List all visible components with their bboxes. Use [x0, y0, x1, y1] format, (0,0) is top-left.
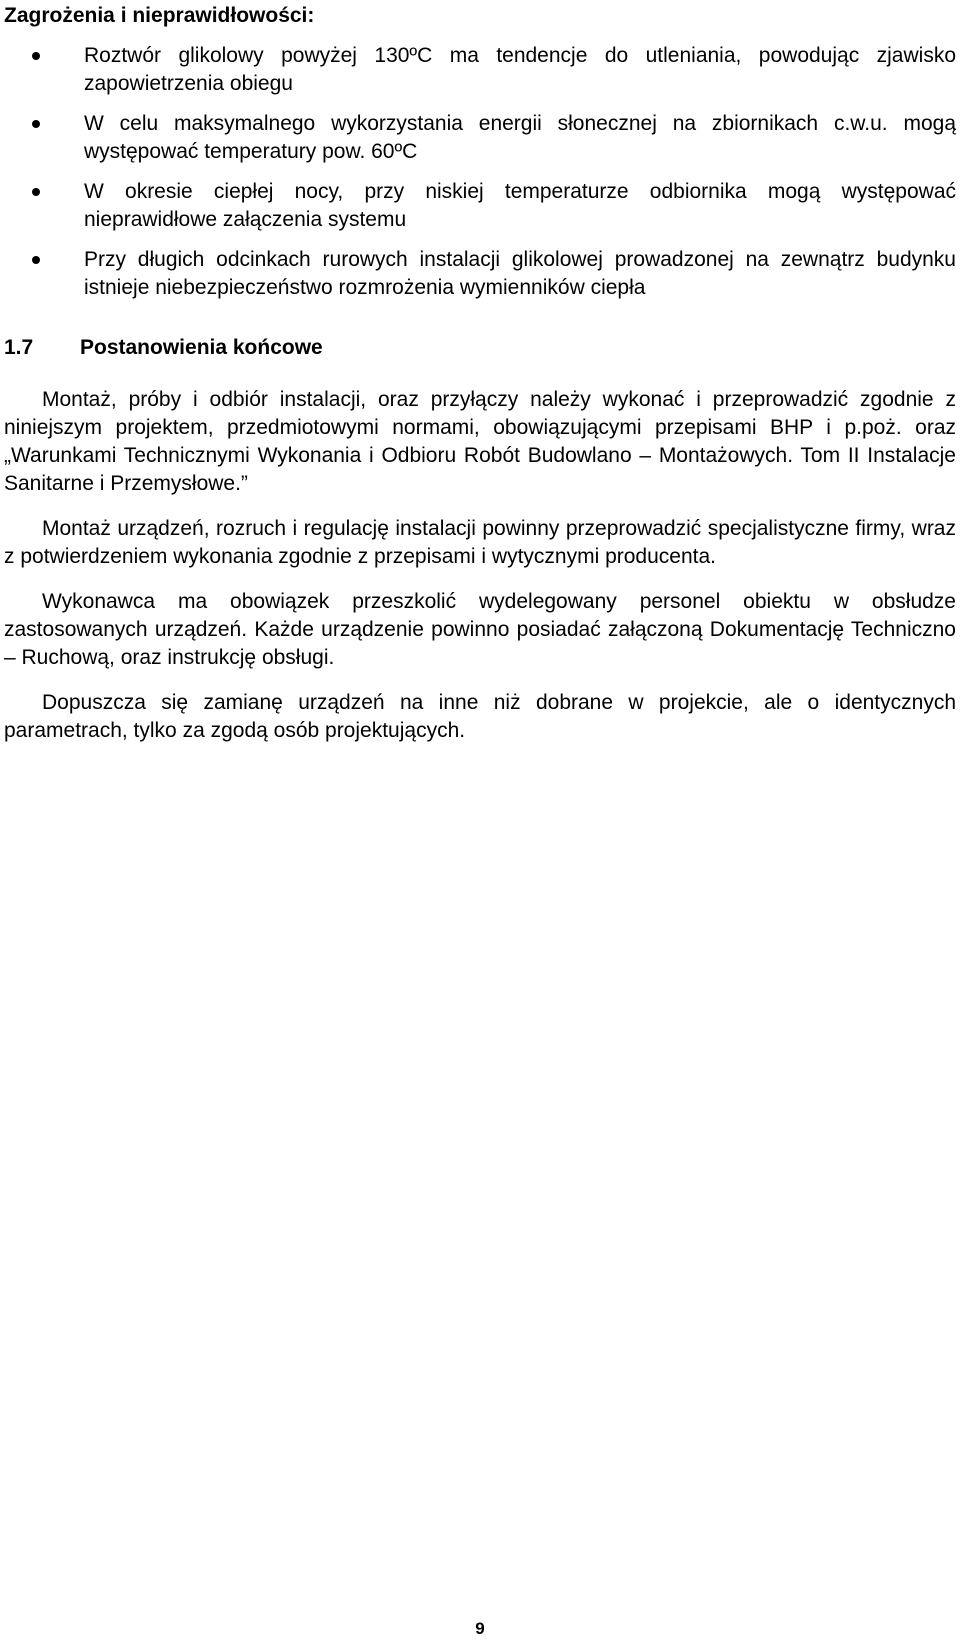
- bullet-icon: [32, 188, 40, 196]
- list-item-text: W celu maksymalnego wykorzystania energii słonecznej na zbiornikach c.w.u. mogą występować temperatury pow. 60ºC: [84, 112, 956, 163]
- list-item-text: Roztwór glikolowy powyżej 130ºC ma tendencje do utleniania, powodując zjawisko zapowietrzenia obiegu: [84, 44, 956, 95]
- list-item: [4, 178, 956, 234]
- paragraph: Wykonawca ma obowiązek przeszkolić wydelegowany personel obiektu w obsłudze zastosowanych urządzeń. Każde urządzenie powinno posiadać załączoną Dokumentację Techniczno – Ruchową, oraz instrukcję obsługi.: [4, 590, 956, 669]
- list-item: [4, 110, 956, 166]
- paragraph: Montaż, próby i odbiór instalacji, oraz przyłączy należy wykonać i przeprowadzić zgodnie z niniejszym projektem, przedmiotowymi normami, obowiązującymi przepisami BHP i p.poż. oraz „Warunkami Technicznymi Wykonania i Odbioru Robót Budowlano – Montażowych. Tom II Instalacje Sanitarne i Przemysłowe.”: [4, 388, 956, 495]
- paragraph: Montaż urządzeń, rozruch i regulację instalacji powinny przeprowadzić specjalistyczne firmy, wraz z potwierdzeniem wykonania zgodnie z przepisami i wytycznymi producenta.: [4, 517, 956, 568]
- list-item: [4, 42, 956, 98]
- list-item-text: Przy długich odcinkach rurowych instalacji glikolowej prowadzonej na zewnątrz budynku istnieje niebezpieczeństwo rozmrożenia wymienników ciepła: [84, 248, 956, 299]
- list-item-text: W okresie ciepłej nocy, przy niskiej temperaturze odbiornika mogą występować nieprawidłowe załączenia systemu: [84, 180, 956, 231]
- paragraph: Dopuszcza się zamianę urządzeń na inne niż dobrane w projekcie, ale o identycznych parametrach, tylko za zgodą osób projektujących.: [4, 691, 956, 742]
- section-title: Postanowienia końcowe: [80, 336, 323, 359]
- page-number: 9: [475, 1619, 485, 1638]
- bullet-icon: [32, 120, 40, 128]
- bullet-icon: [32, 256, 40, 264]
- hazards-heading: Zagrożenia i nieprawidłowości:: [4, 4, 315, 27]
- section-number: 1.7: [4, 336, 34, 359]
- document-page: [4, 0, 956, 745]
- bullet-icon: [32, 52, 40, 60]
- list-item: [4, 246, 956, 302]
- hazards-list: [4, 42, 956, 302]
- section-heading: [4, 334, 956, 362]
